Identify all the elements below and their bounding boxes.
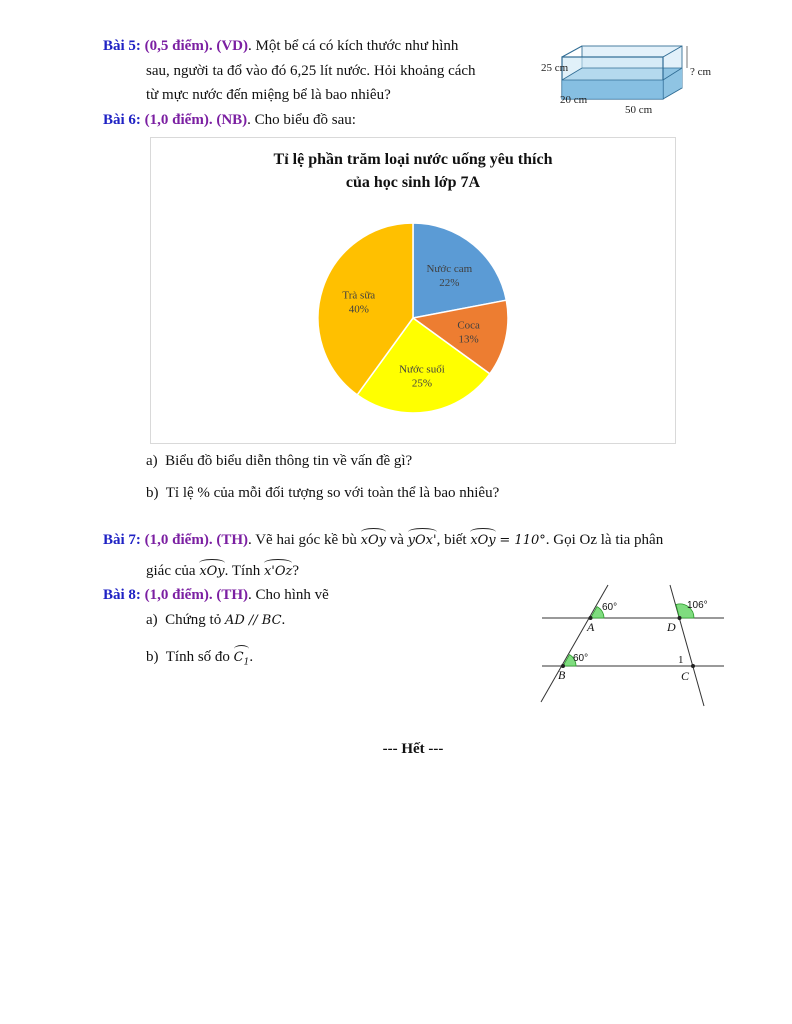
bai7-line2 <box>146 559 299 582</box>
bai6-qb-text: Tỉ lệ % của mỗi đối tượng so với toàn thể là bao nhiêu? <box>165 485 500 501</box>
end-marker: --- Hết --- <box>382 741 444 757</box>
label-one: 1 <box>678 654 684 666</box>
bai8-qb-prefix: b) <box>146 649 159 665</box>
bai6-qa-text: Biểu đồ biểu diễn thông tin về vấn đề gì? <box>165 453 413 469</box>
angle-D-label: 106° <box>687 600 708 611</box>
bai8-qa-prefix: a) <box>146 612 158 628</box>
label-D: D <box>667 620 676 634</box>
angle-C1: $C_1$ <box>234 645 250 673</box>
bai8-text: . Cho hình vẽ <box>248 587 329 603</box>
pie-label-value-1: 13% <box>458 333 479 346</box>
angle-C1-sub: 1 <box>243 657 250 668</box>
bai7-label: Bài 7: <box>103 532 141 548</box>
label-C: C <box>681 669 690 683</box>
bai6-line <box>103 110 356 130</box>
bai8-question-b <box>146 645 253 673</box>
bai8-question-a <box>146 610 285 631</box>
bai8-qa-end: . <box>281 612 286 628</box>
chart-title-line2: của học sinh lớp 7A <box>345 174 481 191</box>
pie-label-name-0: Nước cam <box>426 263 473 276</box>
tank-length-label: 50 cm <box>625 104 653 116</box>
label-A: A <box>587 620 595 634</box>
fish-tank-figure <box>535 38 725 118</box>
bai7-line1 <box>103 528 663 551</box>
bai7-t1: . Vẽ hai góc kề bù <box>248 532 357 548</box>
pie-chart-box <box>150 137 676 444</box>
label-B: B <box>558 668 566 682</box>
bai7-score: (1,0 điểm). (TH) <box>144 532 248 548</box>
bai6-qb-prefix: b) <box>146 485 159 501</box>
bai8-label: Bài 8: <box>103 587 141 603</box>
bai7-t5: giác của <box>146 563 196 579</box>
pie-label-name-1: Coca <box>457 319 480 332</box>
bai7-t7: ? <box>292 563 300 579</box>
bai6-text: . Cho biểu đồ sau: <box>247 112 356 128</box>
bai6-qa-prefix: a) <box>146 453 158 469</box>
tank-depth-label: 20 cm <box>560 94 588 106</box>
parallel-lines-figure <box>538 582 726 708</box>
bai7-t4: . Gọi Oz là tia phân <box>545 532 664 548</box>
bai6-question-b <box>146 483 499 503</box>
bai6-label: Bài 6: <box>103 112 141 128</box>
bai5-score: (0,5 điểm). (VD) <box>144 38 248 54</box>
angle-yOx-prime: yOx' <box>408 528 437 551</box>
pie-label-value-3: 40% <box>348 303 369 316</box>
bai6-score: (1,0 điểm). (NB) <box>144 112 248 128</box>
bai8-qb-end: . <box>249 649 254 665</box>
bai7-t6: . Tính <box>224 563 261 579</box>
bai8-qa-text: Chứng tỏ <box>165 612 222 628</box>
angle-x-prime-Oz: x'Oz <box>264 559 292 582</box>
bai5-line3: từ mực nước đến miệng bể là bao nhiêu? <box>146 87 391 103</box>
pie-chart <box>151 138 675 443</box>
angle-xOy: xOy <box>361 528 386 551</box>
pie-label-value-0: 22% <box>439 277 460 290</box>
angle-xOy-given: xOy <box>470 528 495 551</box>
point-D <box>678 616 682 620</box>
pie-label-name-2: Nước suối <box>399 363 445 376</box>
bai8-qa-math: AD // BC <box>224 613 282 628</box>
bai7-t2: và <box>389 532 404 548</box>
bai5-text1: . Một bể cá có kích thước như hình <box>247 38 459 54</box>
line-AB <box>541 585 608 702</box>
bai8-qb-text: Tính số đo <box>165 649 230 665</box>
pie-label-name-3: Trà sữa <box>342 289 376 302</box>
point-C <box>691 664 695 668</box>
bai5-label: Bài 5: <box>103 38 141 54</box>
bai8-line <box>103 585 329 605</box>
angle-value: = 110° <box>499 533 546 548</box>
bai7-t3: , biết <box>436 532 467 548</box>
angle-B-label: 60° <box>573 653 589 664</box>
tank-unknown-label: ? cm <box>690 66 712 78</box>
bai5-line2: sau, người ta đổ vào đó 6,25 lít nước. Hỏi khoảng cách <box>146 63 476 79</box>
angle-xOy-bisect: xOy <box>199 559 224 582</box>
bai5-line1 <box>103 36 458 56</box>
angle-A-label: 60° <box>602 602 618 613</box>
bai8-score: (1,0 điểm). (TH) <box>144 587 248 603</box>
pie-label-value-2: 25% <box>411 377 433 390</box>
bai6-question-a <box>146 451 412 471</box>
chart-title-line1: Tỉ lệ phần trăm loại nước uống yêu thích <box>273 151 553 168</box>
tank-height-label: 25 cm <box>541 62 569 74</box>
